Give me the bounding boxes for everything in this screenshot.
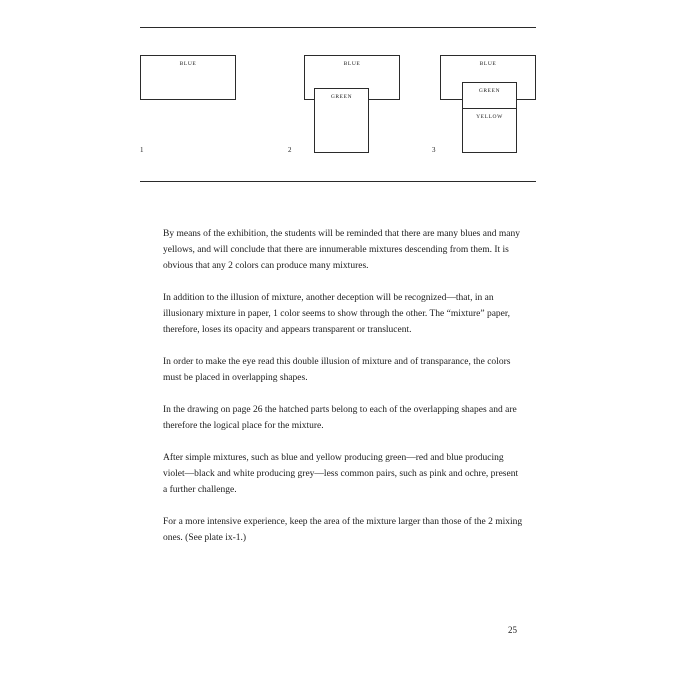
figure-2-box-green <box>314 88 369 153</box>
paragraph: In order to make the eye read this double illusion of mixture and of transparance, the colors must be placed in overlapping shapes. <box>163 357 511 383</box>
paragraph: After simple mixtures, such as blue and yellow producing green—red and blue producing violet—black and white producing grey—less common pairs, such as pink and ochre, present a further challenge. <box>163 453 519 495</box>
figure-3-box-green <box>462 82 517 109</box>
figure-diagram-group <box>0 0 700 181</box>
paragraph: By means of the exhibition, the students will be reminded that there are many blues and many yellows, and will conclude that there are innumerable mixtures descending from them. It is obvious that any 2 colors can produce many mixtures. <box>163 229 520 271</box>
horizontal-rule-bottom <box>140 181 536 182</box>
figure-1-box-blue <box>140 55 236 100</box>
figure-3-box-blue-label: BLUE <box>479 61 497 67</box>
figure-2-number: 2 <box>288 146 292 154</box>
figure-3-number: 3 <box>432 146 436 154</box>
paragraph: For a more intensive experience, keep the area of the mixture larger than those of the 2 mixing ones. (See plate ix-1.) <box>163 517 523 543</box>
figure-3-box-yellow <box>462 108 517 153</box>
figure-2-box-blue-label: BLUE <box>343 61 361 67</box>
figure-2-box-green-label: GREEN <box>330 94 353 100</box>
figure-3-box-green-label: GREEN <box>478 88 501 94</box>
page-number: 25 <box>508 625 517 635</box>
paragraph: In the drawing on page 26 the hatched parts belong to each of the overlapping shapes and are therefore the logical place for the mixture. <box>163 405 517 431</box>
figure-3-box-yellow-label: YELLOW <box>476 114 503 120</box>
body-text <box>163 226 523 546</box>
figure-1-box-blue-label: BLUE <box>179 61 197 67</box>
figure-1-number: 1 <box>140 146 144 154</box>
paragraph: In addition to the illusion of mixture, another deception will be recognized—that, in an illusionary mixture in paper, 1 color seems to show through the other. The “mixture” paper, therefore, loses its opacity and appears transparent or translucent. <box>163 293 511 335</box>
